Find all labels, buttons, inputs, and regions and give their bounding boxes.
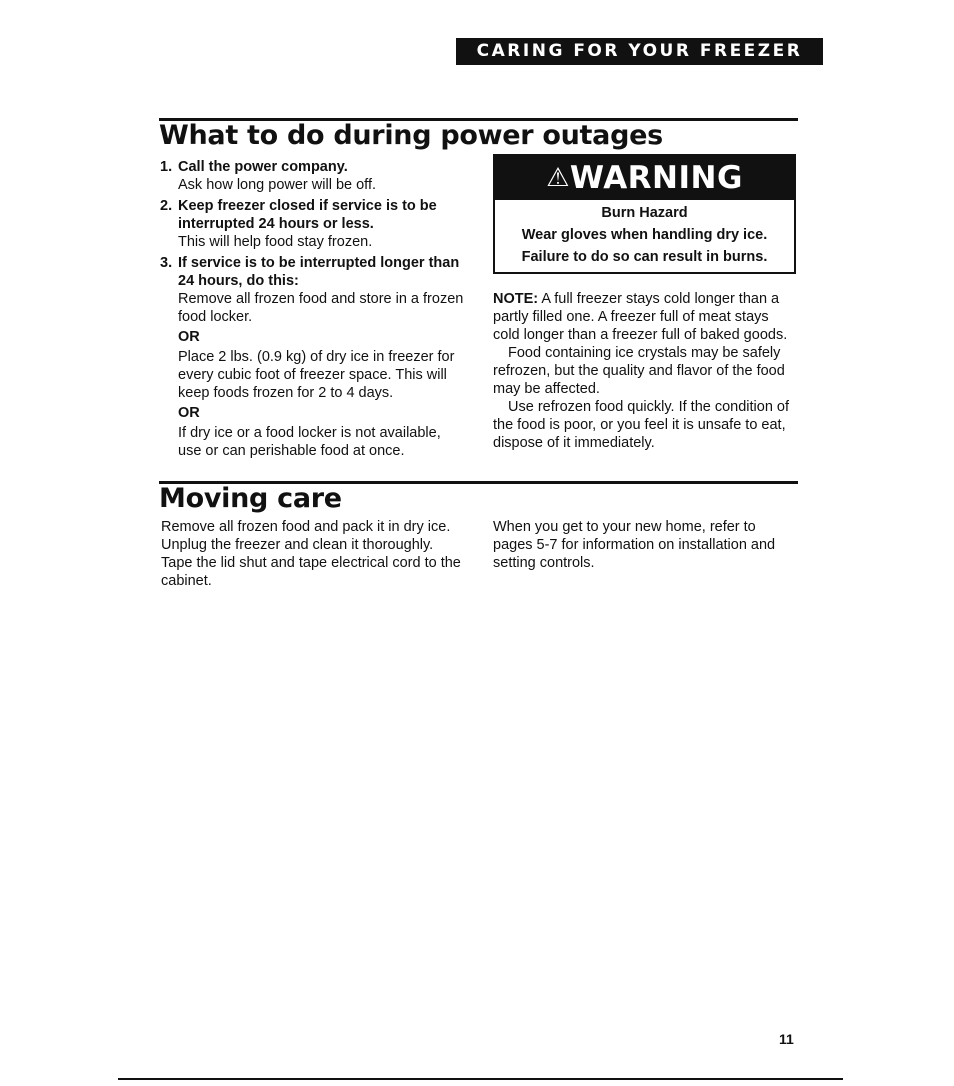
warning-heading: WARNING — [569, 160, 743, 196]
warning-triangle-icon: ⚠ — [546, 163, 570, 193]
moving-care-title: Moving care — [159, 483, 342, 514]
power-outages-steps — [160, 158, 465, 463]
step-body-alt-1: Place 2 lbs. (0.9 kg) of dry ice in freezer for every cubic foot of freezer space. This will keep foods frozen for 2 to 4 days. — [178, 349, 455, 401]
step-body: This will help food stay frozen. — [178, 234, 373, 250]
step-title: Keep freezer closed if service is to be interrupted 24 hours or less. — [178, 198, 437, 232]
step-number: 3. — [160, 255, 173, 271]
step-title: If service is to be interrupted longer than 24 hours, do this: — [178, 255, 460, 289]
or-separator: OR — [178, 405, 200, 421]
step-number: 2. — [160, 198, 173, 214]
or-separator: OR — [178, 329, 200, 345]
step-body: Ask how long power will be off. — [178, 177, 377, 193]
step-body: Remove all frozen food and store in a frozen food locker. — [178, 291, 464, 325]
step-3 — [160, 254, 465, 460]
page-number: 11 — [779, 1031, 794, 1047]
warning-body — [495, 200, 794, 268]
notes-column — [493, 290, 798, 452]
warning-line-hazard: Burn Hazard — [601, 205, 688, 221]
note-paragraph-refreeze: Food containing ice crystals may be safely refrozen, but the quality and flavor of the food may be affected. — [493, 345, 785, 397]
note-paragraph — [493, 290, 798, 344]
section-banner: CARING FOR YOUR FREEZER — [456, 38, 823, 65]
step-title: Call the power company. — [178, 159, 348, 175]
step-number: 1. — [160, 159, 173, 175]
note-label: NOTE: — [493, 291, 539, 307]
moving-care-right: When you get to your new home, refer to pages 5-7 for information on installation and setting controls. — [493, 519, 776, 571]
moving-care-left: Remove all frozen food and pack it in dry ice. Unplug the freezer and clean it thoroughly. Tape the lid shut and tape electrical cord to the cabinet. — [161, 519, 461, 589]
warning-line-consequence: Failure to do so can result in burns. — [521, 249, 768, 265]
warning-box — [493, 154, 796, 274]
note-paragraph-use: Use refrozen food quickly. If the condition of the food is poor, or you feel it is unsafe to eat, dispose of it immediately. — [493, 399, 790, 451]
warning-header — [495, 156, 794, 200]
warning-line-instruction: Wear gloves when handling dry ice. — [521, 227, 768, 243]
step-2 — [160, 197, 465, 251]
power-outages-title: What to do during power outages — [159, 120, 663, 151]
step-body-alt-2: If dry ice or a food locker is not available, use or can perishable food at once. — [178, 425, 441, 459]
step-1 — [160, 158, 465, 194]
bottom-rule — [118, 1078, 843, 1080]
note-text: A full freezer stays cold longer than a partly filled one. A freezer full of meat stays cold longer than a freezer full of baked goods. — [493, 291, 788, 343]
